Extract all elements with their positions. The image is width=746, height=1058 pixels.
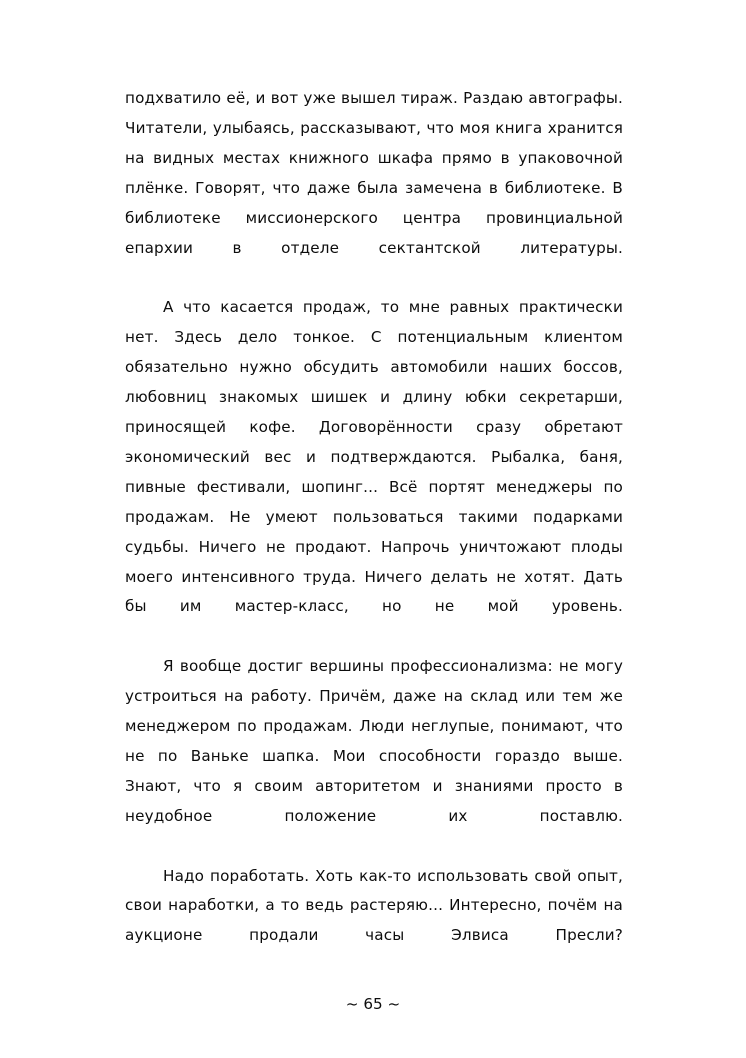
paragraph-2: А что касается продаж, то мне равных практически нет. Здесь дело тонкое. С потенциальным клиентом обязательно нужно обсудить автомобили наших боссов, любовниц знакомых шишек и длину юбки секретарши, приносящей кофе. Договорённости сразу обретают экономический вес и подтверждаются. Рыбалка, баня, пивные фестивали, шопинг... Всё портят менеджеры по продажам. Не умеют пользоваться такими подарками судьбы. Ничего не продают. Напрочь уничтожают плоды моего интенсивного труда. Ничего делать не хотят. Дать бы им мастер-класс, но не мой уровень.	[125, 298, 623, 616]
paragraph-4: Надо поработать. Хоть как-то использовать свой опыт, свои наработки, а то ведь растеряю... Интересно, почём на аукционе продали часы Элвиса Пресли?	[125, 866, 623, 945]
page-number: ~ 65 ~	[345, 995, 401, 1013]
body-text-block	[125, 84, 623, 981]
paragraph-1: подхватило её, и вот уже вышел тираж. Раздаю автографы. Читатели, улыбаясь, рассказывают, что моя книга хранится на видных местах книжного шкафа прямо в упаковочной плёнке. Говорят, что даже была замечена в библиотеке. В библиотеке миссионерского центра провинциальной епархии в отделе сектантской литературы.	[125, 89, 623, 257]
paragraph-3: Я вообще достиг вершины профессионализма: не могу устроиться на работу. Причём, даже на склад или тем же менеджером по продажам. Люди неглупые, понимают, что не по Ваньке шапка. Мои способности гораздо выше. Знают, что я своим авторитетом и знаниями просто в неудобное положение их поставлю.	[125, 657, 623, 825]
